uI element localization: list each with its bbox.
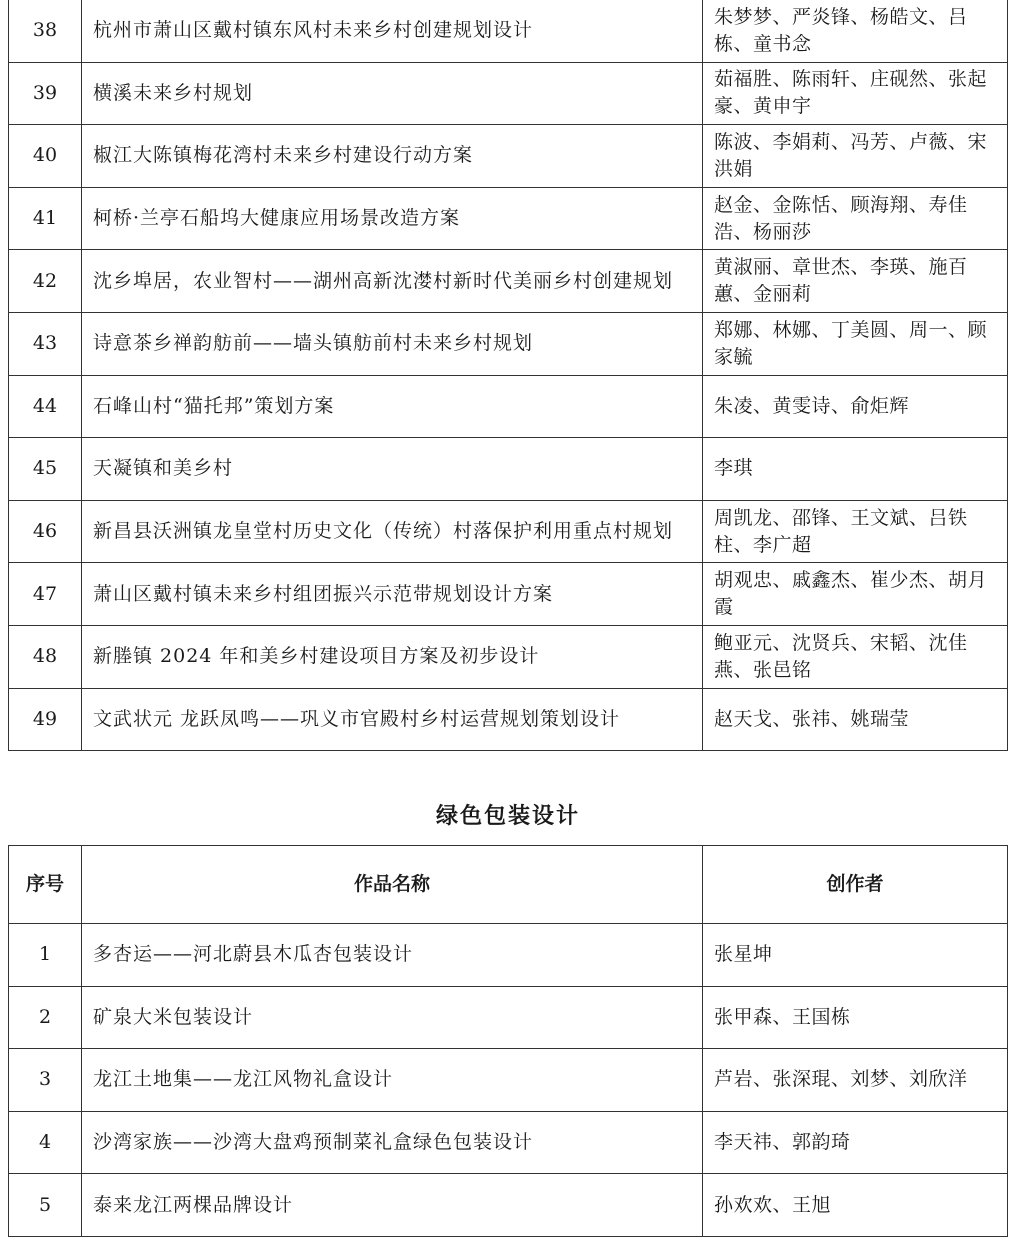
column-header-authors: 创作者 bbox=[703, 846, 1008, 924]
work-authors: 黄淑丽、章世杰、李瑛、施百蕙、金丽莉 bbox=[703, 250, 1008, 313]
work-authors: 赵金、金陈恬、顾海翔、寿佳浩、杨丽莎 bbox=[703, 187, 1008, 250]
row-number: 2 bbox=[9, 986, 82, 1049]
work-title: 天凝镇和美乡村 bbox=[82, 438, 703, 501]
table-row bbox=[9, 375, 1008, 438]
table-row bbox=[9, 1049, 1008, 1112]
work-authors: 胡观忠、戚鑫杰、崔少杰、胡月霞 bbox=[703, 563, 1008, 626]
row-number: 43 bbox=[9, 312, 82, 375]
work-authors: 孙欢欢、王旭 bbox=[703, 1174, 1008, 1237]
work-title: 沙湾家族——沙湾大盘鸡预制菜礼盒绿色包装设计 bbox=[82, 1111, 703, 1174]
table-row bbox=[9, 312, 1008, 375]
table-row bbox=[9, 500, 1008, 563]
work-title: 龙江土地集——龙江风物礼盒设计 bbox=[82, 1049, 703, 1112]
table-row bbox=[9, 438, 1008, 501]
work-authors: 陈波、李娟莉、冯芳、卢薇、宋洪娟 bbox=[703, 125, 1008, 188]
rural-planning-table bbox=[8, 0, 1008, 751]
work-authors: 郑娜、林娜、丁美圆、周一、顾家毓 bbox=[703, 312, 1008, 375]
work-authors: 周凯龙、邵锋、王文斌、吕铁柱、李广超 bbox=[703, 500, 1008, 563]
work-title: 矿泉大米包装设计 bbox=[82, 986, 703, 1049]
work-authors: 李琪 bbox=[703, 438, 1008, 501]
work-authors: 朱梦梦、严炎锋、杨皓文、吕栋、童书念 bbox=[703, 0, 1008, 62]
table-row bbox=[9, 625, 1008, 688]
table-row bbox=[9, 563, 1008, 626]
column-header-number: 序号 bbox=[9, 846, 82, 924]
table-row bbox=[9, 125, 1008, 188]
work-title: 泰来龙江两棵品牌设计 bbox=[82, 1174, 703, 1237]
work-title: 杭州市萧山区戴村镇东风村未来乡村创建规划设计 bbox=[82, 0, 703, 62]
work-title: 诗意茶乡禅韵舫前——墙头镇舫前村未来乡村规划 bbox=[82, 312, 703, 375]
work-authors: 鲍亚元、沈贤兵、宋韬、沈佳燕、张邑铭 bbox=[703, 625, 1008, 688]
row-number: 45 bbox=[9, 438, 82, 501]
row-number: 40 bbox=[9, 125, 82, 188]
table-row bbox=[9, 250, 1008, 313]
table-row bbox=[9, 1174, 1008, 1237]
table-row bbox=[9, 1111, 1008, 1174]
work-authors: 朱凌、黄雯诗、俞炬辉 bbox=[703, 375, 1008, 438]
work-authors: 芦岩、张深琨、刘梦、刘欣洋 bbox=[703, 1049, 1008, 1112]
work-title: 文武状元 龙跃凤鸣——巩义市官殿村乡村运营规划策划设计 bbox=[82, 688, 703, 751]
work-title: 椒江大陈镇梅花湾村未来乡村建设行动方案 bbox=[82, 125, 703, 188]
table-row bbox=[9, 986, 1008, 1049]
table-row bbox=[9, 688, 1008, 751]
work-title: 新塍镇 2024 年和美乡村建设项目方案及初步设计 bbox=[82, 625, 703, 688]
table-row bbox=[9, 187, 1008, 250]
work-title: 萧山区戴村镇未来乡村组团振兴示范带规划设计方案 bbox=[82, 563, 703, 626]
work-authors: 李天祎、郭韵琦 bbox=[703, 1111, 1008, 1174]
row-number: 5 bbox=[9, 1174, 82, 1237]
column-header-title: 作品名称 bbox=[82, 846, 703, 924]
row-number: 44 bbox=[9, 375, 82, 438]
row-number: 46 bbox=[9, 500, 82, 563]
table-header-row bbox=[9, 846, 1008, 924]
row-number: 38 bbox=[9, 0, 82, 62]
green-packaging-table bbox=[8, 845, 1008, 1237]
row-number: 48 bbox=[9, 625, 82, 688]
work-title: 多杏运——河北蔚县木瓜杏包装设计 bbox=[82, 924, 703, 987]
work-authors: 赵天戈、张祎、姚瑞莹 bbox=[703, 688, 1008, 751]
work-authors: 张甲森、王国栋 bbox=[703, 986, 1008, 1049]
table-row bbox=[9, 0, 1008, 62]
work-authors: 茹福胜、陈雨轩、庄砚然、张起豪、黄申宇 bbox=[703, 62, 1008, 125]
row-number: 49 bbox=[9, 688, 82, 751]
work-title: 柯桥·兰亭石船坞大健康应用场景改造方案 bbox=[82, 187, 703, 250]
work-title: 石峰山村“猫托邦”策划方案 bbox=[82, 375, 703, 438]
work-title: 新昌县沃洲镇龙皇堂村历史文化（传统）村落保护利用重点村规划 bbox=[82, 500, 703, 563]
work-authors: 张星坤 bbox=[703, 924, 1008, 987]
work-title: 横溪未来乡村规划 bbox=[82, 62, 703, 125]
row-number: 47 bbox=[9, 563, 82, 626]
row-number: 42 bbox=[9, 250, 82, 313]
table-row bbox=[9, 924, 1008, 987]
row-number: 39 bbox=[9, 62, 82, 125]
section-heading: 绿色包装设计 bbox=[435, 804, 580, 829]
work-title: 沈乡埠居，农业智村——湖州高新沈漤村新时代美丽乡村创建规划 bbox=[82, 250, 703, 313]
row-number: 3 bbox=[9, 1049, 82, 1112]
table-row bbox=[9, 62, 1008, 125]
row-number: 1 bbox=[9, 924, 82, 987]
row-number: 41 bbox=[9, 187, 82, 250]
row-number: 4 bbox=[9, 1111, 82, 1174]
